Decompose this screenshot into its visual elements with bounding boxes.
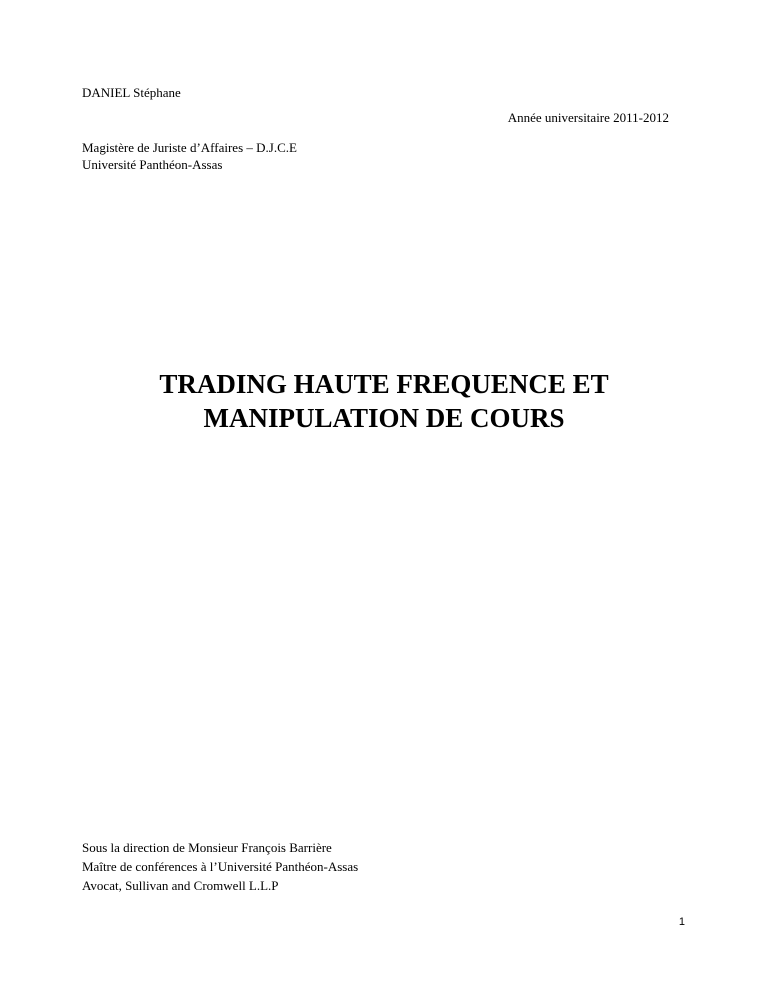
title-line-2: MANIPULATION DE COURS <box>203 403 565 433</box>
university-name: Université Panthéon-Assas <box>82 157 223 172</box>
document-title <box>0 367 768 435</box>
supervisor-title-line: Maître de conférences à l’Université Panthéon-Assas <box>82 859 359 874</box>
academic-year: Année universitaire 2011-2012 <box>507 110 669 125</box>
author-name: DANIEL Stéphane <box>82 85 181 100</box>
supervisor-firm-line: Avocat, Sullivan and Cromwell L.L.P <box>82 878 279 893</box>
supervision-block <box>82 838 358 895</box>
page-number: 1 <box>678 916 685 928</box>
title-line-1: TRADING HAUTE FREQUENCE ET <box>159 369 609 399</box>
supervisor-line: Sous la direction de Monsieur François Barrière <box>82 840 332 855</box>
degree-program: Magistère de Juriste d’Affaires – D.J.C.E <box>82 140 297 155</box>
